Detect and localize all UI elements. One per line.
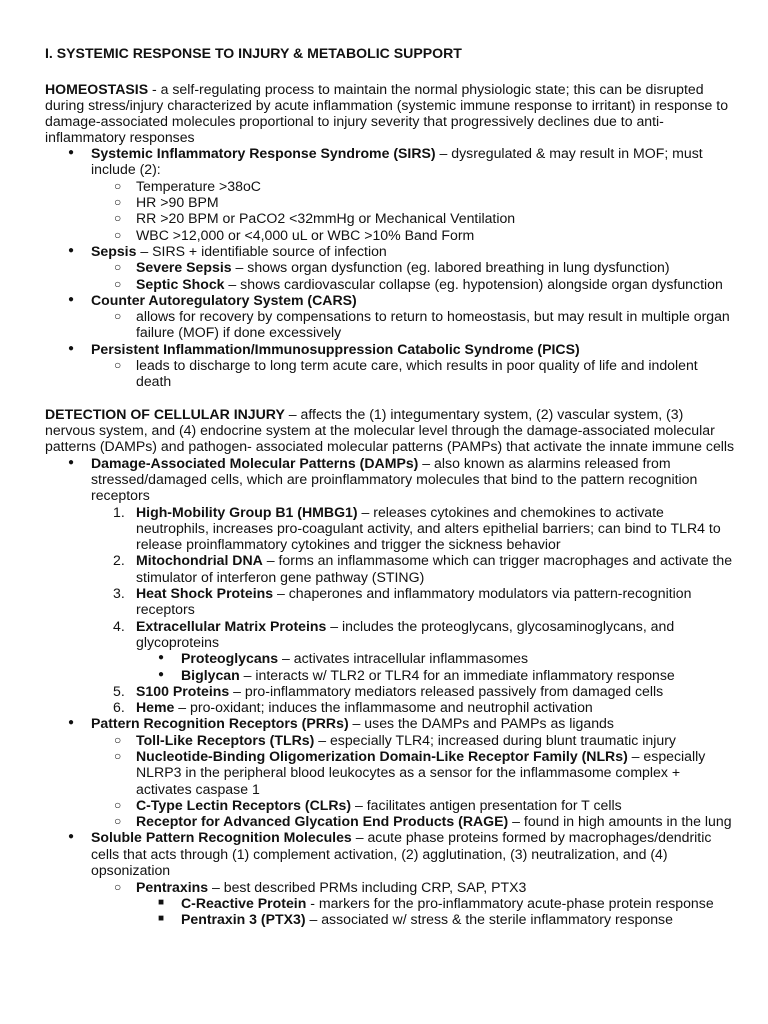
term-label: C-Reactive Protein [181,895,307,911]
text-line: opsonization [91,862,171,878]
text-line: stressed/damaged cells, which are proinflammatory molecules that bind to the pattern recognition [91,471,698,487]
term-label: Pattern Recognition Receptors (PRRs) [91,715,349,731]
term-label: Receptor for Advanced Glycation End Products (RAGE) [136,813,509,829]
term-label: Proteoglycans [181,650,279,666]
section-title: I. SYSTEMIC RESPONSE TO INJURY & METABOLIC SUPPORT [45,45,462,61]
bullet-icon: ● [68,457,75,468]
bullet-icon: ○ [114,228,122,242]
term-label: Septic Shock [136,276,225,292]
text-line: C-Type Lectin Receptors (CLRs) – facilitates antigen presentation for T cells [136,797,622,813]
text-line: cells that acts through (1) complement activation, (2) agglutination, (3) neutralization, and (4) [91,846,668,862]
text-line: High-Mobility Group B1 (HMBG1) – releases cytokines and chemokines to activate [136,504,664,520]
text-line: activates caspase 1 [136,781,260,797]
text-line: Nucleotide-Binding Oligomerization Domain-Like Receptor Family (NLRs) – especially [136,748,706,764]
term-label: Soluble Pattern Recognition Molecules [91,829,352,845]
term-label: Sepsis [91,243,137,259]
term-label: Pentraxins [136,879,209,895]
text-line: Heat Shock Proteins – chaperones and inflammatory modulators via pattern-recognition [136,585,692,601]
text-line: Toll-Like Receptors (TLRs) – especially TLR4; increased during blunt traumatic injury [136,732,676,748]
bullet-icon: ○ [114,195,122,209]
bullet-icon: ● [68,245,75,256]
bullet-icon: ● [68,717,75,728]
text-line [91,341,580,357]
bullet-icon: ● [158,652,165,663]
bullet-icon: ■ [158,897,165,908]
text-line: Temperature >38oC [136,178,261,194]
text-line: Receptor for Advanced Glycation End Products (RAGE) – found in high amounts in the lung [136,813,732,829]
term-label: Extracellular Matrix Proteins [136,618,327,634]
bullet-icon: ● [68,147,75,158]
term-label: Heat Shock Proteins [136,585,274,601]
text-line: Pentraxins – best described PRMs including CRP, SAP, PTX3 [136,879,527,895]
text-line: Sepsis – SIRS + identifiable source of infection [91,243,387,259]
text-line: patterns (DAMPs) and pathogen- associated molecular patterns (PAMPs) that activate the innate immune cells [45,438,735,454]
text-line: death [136,373,172,389]
text-line: WBC >12,000 or <4,000 uL or WBC >10% Band Form [136,227,475,243]
text-line: Septic Shock – shows cardiovascular collapse (eg. hypotension) alongside organ dysfunction [136,276,723,292]
text-line: Systemic Inflammatory Response Syndrome (SIRS) – dysregulated & may result in MOF; must [91,145,703,161]
text-line: allows for recovery by compensations to return to homeostasis, but may result in multiple organ [136,308,730,324]
text-line: neutrophils, increases pro-coagulant activity, and alters epithelial barriers; can bind to TLR4 to [136,520,721,536]
text-line: stimulator of interferon gene pathway (STING) [136,569,425,585]
text-line: S100 Proteins – pro-inflammatory mediators released passively from damaged cells [136,683,664,699]
text-line: HOMEOSTASIS - a self-regulating process to maintain the normal physiologic state; this can be disrupted [45,81,704,97]
term-label: Pentraxin 3 (PTX3) [181,911,306,927]
term-label: Damage-Associated Molecular Patterns (DAMPs) [91,455,419,471]
term-label: Counter Autoregulatory System (CARS) [91,292,357,308]
text-line: Proteoglycans – activates intracellular inflammasomes [181,650,528,666]
list-number: 6. [113,699,125,715]
text-line: HR >90 BPM [136,194,219,210]
text-line: Heme – pro-oxidant; induces the inflammasome and neutrophil activation [136,699,593,715]
bullet-icon: ○ [114,260,122,274]
term-label: S100 Proteins [136,683,230,699]
text-line: release proinflammatory cytokines and trigger the sickness behavior [136,536,561,552]
text-line: Soluble Pattern Recognition Molecules – acute phase proteins formed by macrophages/dendritic [91,829,712,845]
text-line: glycoproteins [136,634,220,650]
bullet-icon: ○ [114,733,122,747]
text-line: Mitochondrial DNA – forms an inflammasome which can trigger macrophages and activate the [136,552,733,568]
text-line: include (2): [91,161,161,177]
text-line: failure (MOF) if done excessively [136,324,342,340]
bullet-icon: ○ [114,814,122,828]
term-label: Mitochondrial DNA [136,552,263,568]
text-line: receptors [136,601,195,617]
text-line: RR >20 BPM or PaCO2 <32mmHg or Mechanical Ventilation [136,210,516,226]
term-label: Systemic Inflammatory Response Syndrome (SIRS) [91,145,436,161]
text-line: Pentraxin 3 (PTX3) – associated w/ stress & the sterile inflammatory response [181,911,673,927]
text-line: Damage-Associated Molecular Patterns (DAMPs) – also known as alarmins released from [91,455,671,471]
bullet-icon: ■ [158,913,165,924]
text-line: Biglycan – interacts w/ TLR2 or TLR4 for an immediate inflammatory response [181,667,675,683]
term-label: Severe Sepsis [136,259,232,275]
term-label: Biglycan [181,667,240,683]
list-number: 5. [113,683,125,699]
list-number: 2. [113,552,125,568]
bullet-icon: ● [68,343,75,354]
bullet-icon: ○ [114,798,122,812]
text-line: receptors [91,487,150,503]
bullet-icon: ○ [114,880,122,894]
term-label: Heme [136,699,175,715]
list-number: 3. [113,585,125,601]
bullet-icon: ○ [114,211,122,225]
term-label: HOMEOSTASIS [45,81,149,97]
bullet-icon: ○ [114,277,122,291]
bullet-icon: ○ [114,179,122,193]
bullet-icon: ● [158,669,165,680]
bullet-icon: ● [68,294,75,305]
term-label: High-Mobility Group B1 (HMBG1) [136,504,358,520]
text-line: Pattern Recognition Receptors (PRRs) – uses the DAMPs and PAMPs as ligands [91,715,614,731]
text-line: DETECTION OF CELLULAR INJURY – affects the (1) integumentary system, (2) vascular system, (3) [45,406,684,422]
text-line: nervous system, and (4) endocrine system at the molecular level through the damage-associated molecular [45,422,715,438]
text-line: Extracellular Matrix Proteins – includes the proteoglycans, glycosaminoglycans, and [136,618,675,634]
term-label: Nucleotide-Binding Oligomerization Domain-Like Receptor Family (NLRs) [136,748,628,764]
list-number: 4. [113,618,125,634]
text-line: Severe Sepsis – shows organ dysfunction (eg. labored breathing in lung dysfunction) [136,259,670,275]
text-line: C-Reactive Protein - markers for the pro-inflammatory acute-phase protein response [181,895,714,911]
text-line: NLRP3 in the peripheral blood leukocytes as a sensor for the inflammasome complex + [136,764,681,780]
text-line: damage-associated molecules proportional to injury severity that progressively declines due to anti- [45,113,664,129]
term-label: DETECTION OF CELLULAR INJURY [45,406,285,422]
text-line: inflammatory responses [45,129,195,145]
text-line: leads to discharge to long term acute care, which results in poor quality of life and indolent [136,357,698,373]
term-label: Toll-Like Receptors (TLRs) [136,732,315,748]
text-line: during stress/injury characterized by acute inflammation (systemic immune response to irritant) in response to [45,97,729,113]
bullet-icon: ○ [114,358,122,372]
bullet-icon: ● [68,831,75,842]
term-label: Persistent Inflammation/Immunosuppression Catabolic Syndrome (PICS) [91,341,580,357]
text-line [91,292,357,308]
bullet-icon: ○ [114,749,122,763]
bullet-icon: ○ [114,309,122,323]
term-label: C-Type Lectin Receptors (CLRs) [136,797,352,813]
list-number: 1. [113,504,125,520]
